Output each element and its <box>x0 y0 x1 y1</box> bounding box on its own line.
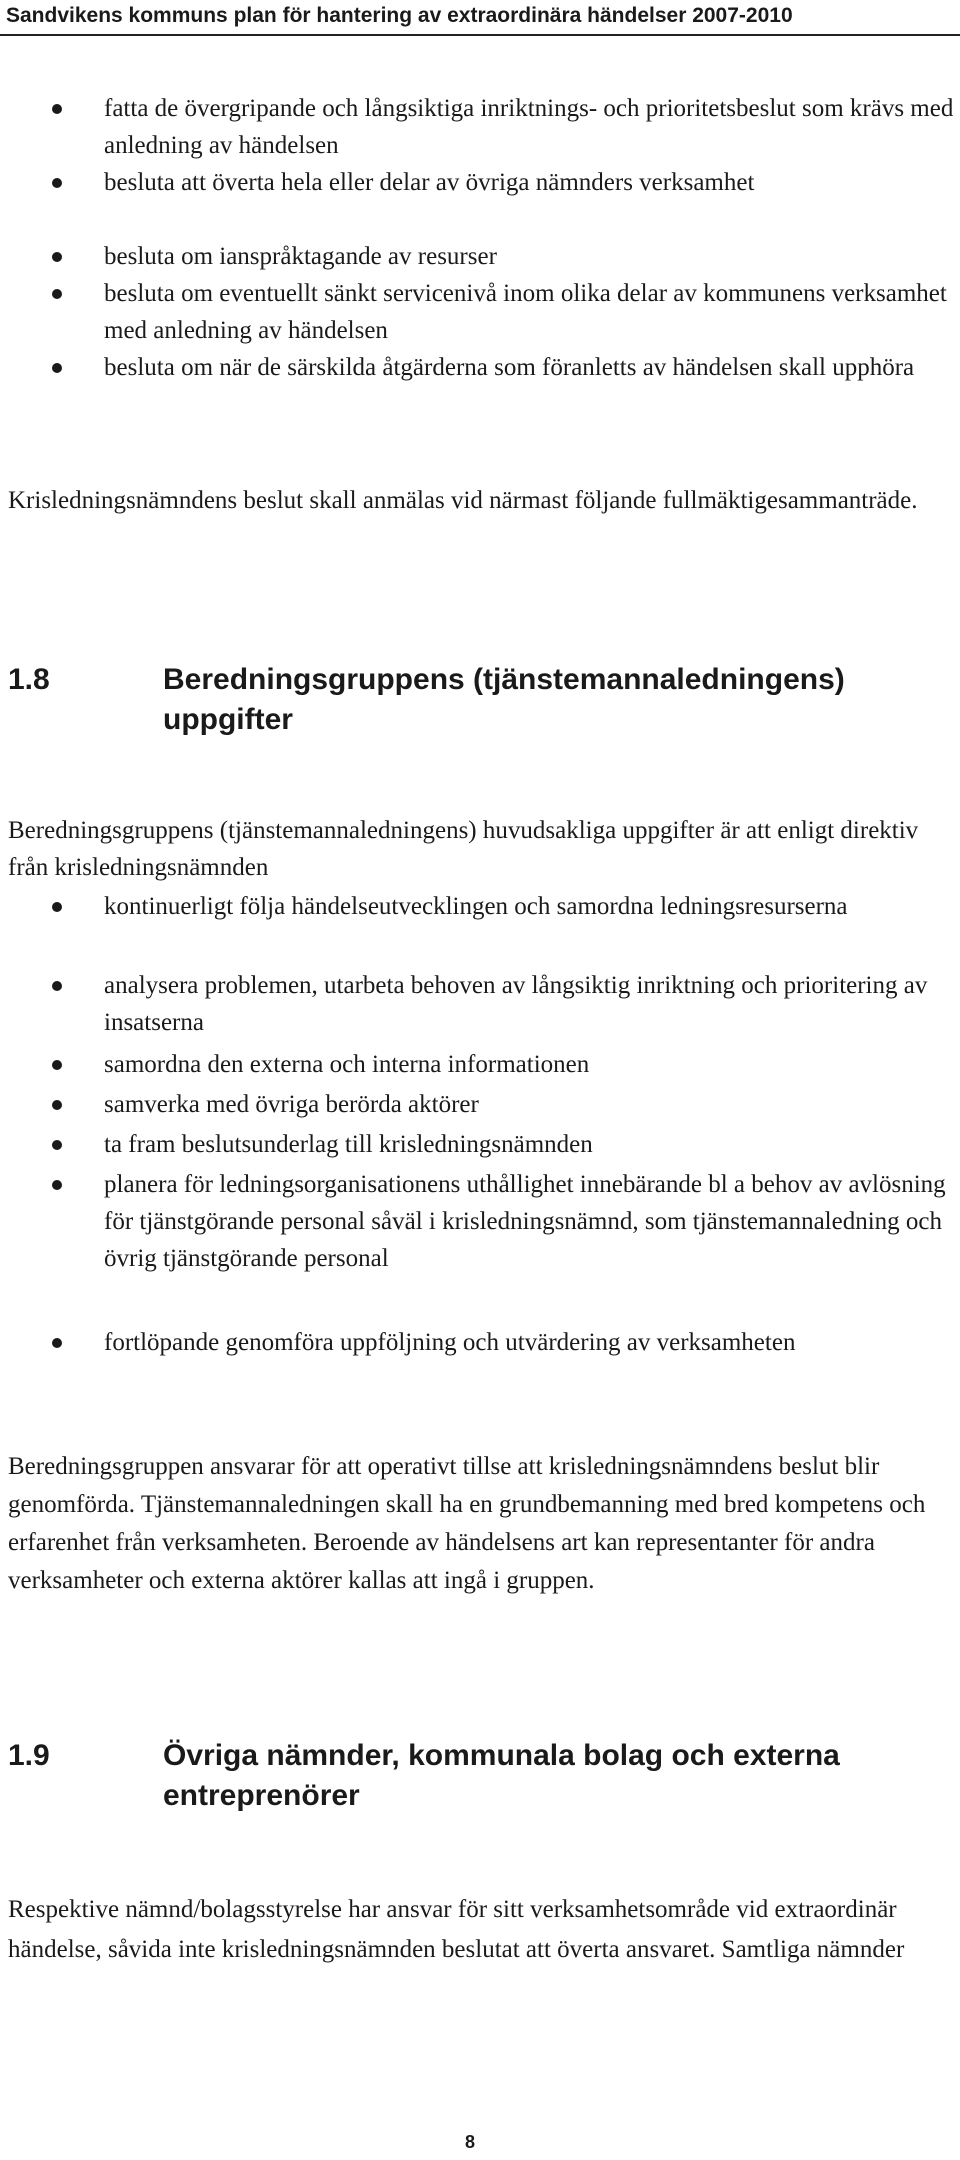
list-item: fortlöpande genomföra uppföljning och utvärdering av verksamheten <box>0 1324 959 1403</box>
bullet-icon <box>52 1060 62 1070</box>
list-item: besluta att överta hela eller delar av övriga nämnders verksamhet <box>0 164 959 238</box>
bullet-icon <box>52 363 62 373</box>
bullet-icon <box>52 1338 62 1348</box>
section-heading-1-9 <box>8 1736 958 1816</box>
bullet-icon <box>52 1180 62 1190</box>
section-intro: Beredningsgruppens (tjänstemannaledningens) huvudsakliga uppgifter är att enligt direktiv från krisledningsnämnden <box>8 817 919 881</box>
section-title: Beredningsgruppens (tjänstemannaledningens) uppgifter <box>163 663 845 736</box>
decision-report-paragraph: Krisledningsnämndens beslut skall anmälas vid närmast följande fullmäktigesammanträde. <box>8 487 918 514</box>
bullet-icon <box>52 252 62 262</box>
bullet-icon <box>52 981 62 991</box>
bullet-icon <box>52 289 62 299</box>
list-item: besluta om eventuellt sänkt servicenivå inom olika delar av kommunens verksamhet med anledning av händelsen <box>0 275 959 349</box>
list-item: samverka med övriga berörda aktörer <box>0 1086 959 1126</box>
list-item: besluta om när de särskilda åtgärderna som föranletts av händelsen skall upphöra <box>0 349 959 423</box>
bullet-icon <box>52 178 62 188</box>
section-body-paragraph: Respektive nämnd/bolagsstyrelse har ansvar för sitt verksamhetsområde vid extraordinär händelse, såvida inte krisledningsnämnden beslutat att överta ansvaret. Samtliga nämnder <box>8 1896 905 1963</box>
document-title: Sandvikens kommuns plan för hantering av extraordinära händelser 2007-2010 <box>6 4 793 27</box>
list-item: samordna den externa och interna informationen <box>0 1046 959 1086</box>
list-item: besluta om ianspråktagande av resurser <box>0 238 959 275</box>
list-item: analysera problemen, utarbeta behoven av långsiktig inriktning och prioritering av insatserna <box>0 967 959 1046</box>
bullet-icon <box>52 1140 62 1150</box>
page-header <box>0 0 960 36</box>
decision-list <box>0 90 959 423</box>
page-number: 8 <box>465 2132 476 2152</box>
section-number: 1.8 <box>8 663 50 696</box>
bullet-icon <box>52 902 62 912</box>
task-list <box>0 888 959 1403</box>
section-title: Övriga nämnder, kommunala bolag och externa entreprenörer <box>163 1739 840 1812</box>
section-heading-1-8 <box>8 660 958 740</box>
bullet-icon <box>52 104 62 114</box>
list-item: ta fram beslutsunderlag till krisledningsnämnden <box>0 1126 959 1166</box>
list-item: kontinuerligt följa händelseutvecklingen och samordna ledningsresurserna <box>0 888 959 967</box>
bullet-icon <box>52 1100 62 1110</box>
section-number: 1.9 <box>8 1739 50 1772</box>
list-item: planera för ledningsorganisationens uthållighet innebärande bl a behov av avlösning för tjänstgörande personal såväl i krisledningsnämnd, som tjänstemannaledning och övrig tjänstgörande personal <box>0 1166 959 1324</box>
list-item: fatta de övergripande och långsiktiga inriktnings- och prioritetsbeslut som krävs med anledning av händelsen <box>0 90 959 164</box>
section-closing-paragraph: Beredningsgruppen ansvarar för att operativt tillse att krisledningsnämndens beslut blir genomförda. Tjänstemannaledningen skall ha en grundbemanning med bred kompetens och erfarenhet från verksamheten. Beroende av händelsens art kan representanter för andra verksamheter och externa aktörer kallas att ingå i gruppen. <box>8 1453 926 1594</box>
